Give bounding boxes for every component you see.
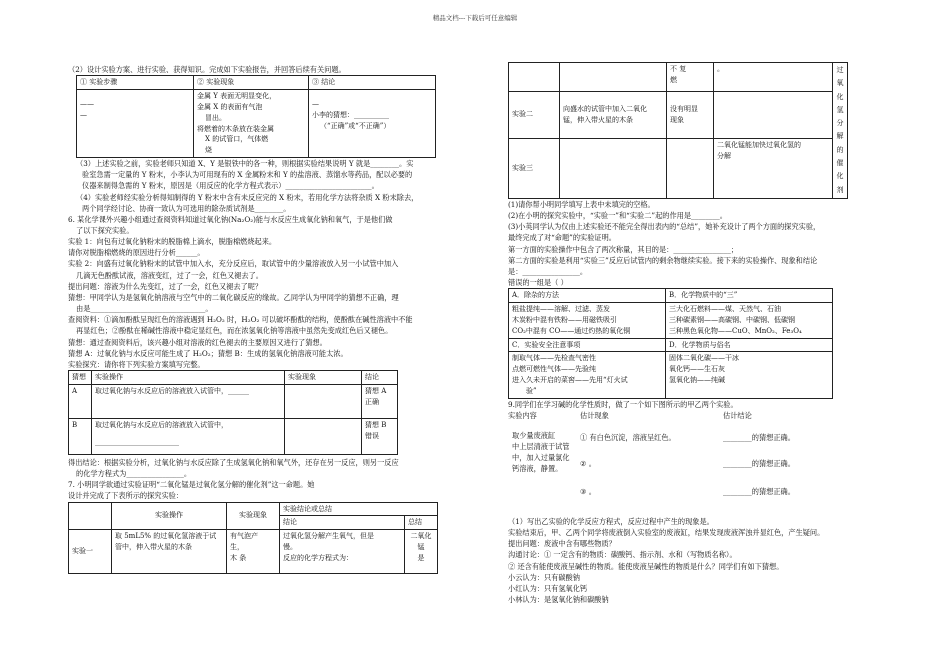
right-column — [508, 62, 868, 605]
raise-question: 提出问题：溶液为什么先变红，过了一会，红色又褪去了呢？ — [68, 281, 263, 291]
hypothesis-a-label: A — [69, 384, 92, 418]
summary-vertical-text: 过氧化氢分解的催化剂 — [833, 63, 848, 199]
question-2-intro: （2）设计实验方案、进行实验、获得知识。完成如下实验报告，并回答后续有关问题。 — [68, 65, 346, 74]
part-b-3: 提出问题：废液中含有哪些物质？ — [508, 539, 616, 549]
steps-cell: —— — — [77, 90, 194, 158]
experiment-1-analysis: 请你对脱脂棉燃烧的原因进行分析______。 — [68, 248, 205, 258]
reference-line2: 再显红色；②酚酞在稀碱性溶液中稳定显红色，而在浓氢氧化钠等溶液中虽然先变成红色后又褪色。 — [76, 326, 393, 336]
guess-xiaoyun: 小云认为：只有碳酸钠 — [508, 572, 580, 582]
col-header-steps: ① 实验步骤 — [77, 76, 194, 90]
q2-part4-line2: 两个同学经讨论、协商一致认为可选用的除杂质试剂是________。 — [82, 203, 291, 213]
answer-5-line1: 第二方面的实验是利用“实验三”反应后试管内的剩余物继续实验。接下来的实验操作、现象和结论 — [508, 255, 818, 265]
experiment-1: 实验 1：向包有过氧化钠粉末的脱脂棉上滴水，脱脂棉燃烧起来。 — [68, 237, 277, 247]
hypothesis-b-operation: 取过氧化钠与水反应后的溶液放入试管中， ________________________ — [92, 418, 285, 454]
experiment-three-conclusion: 二氧化锰能加快过氧化氢的 分解 — [714, 138, 833, 198]
verify-intro: 实验探究：请你将下列实验方案填写完整。 — [68, 359, 205, 369]
choice-table — [508, 288, 833, 399]
guess-xiaohong: 小红认为：只有氢氧化钙 — [508, 583, 588, 593]
experiment-one-operation: 取 5mL5% 的过氧化氢溶液于试管中，伸入带火星的木条 — [112, 530, 227, 574]
option-b-header: B．化学物质中的“三” — [666, 289, 833, 303]
answer-1: (1)请你帮小明同学填写上表中未填完的空格。 — [508, 199, 655, 209]
experiment-one-label: 实验一 — [69, 530, 112, 574]
catalyst-table-continued: 不 复 燃 。 过氧化氢分解的催化剂 实验二 向盛水的试管中加入二氧化 锰，伸入带火星的木条 没有明显 现象 实验三 二氧化锰能加快过氧化氢的 分解 — [508, 62, 848, 199]
reference-line1: 查阅资料：①滴加酚酞呈现红色的溶液遇到 H₂O₂ 时，H₂O₂ 可以破坏酚酞的结构，使酚酞在碱性溶液中不能 — [68, 315, 413, 325]
experiment-one-phenomenon-cont: 不 复 燃 — [667, 63, 714, 92]
experiment-2-line2: 几滴无色酚酞试液，溶液变红，过了一会，红色又褪去了。 — [76, 270, 263, 280]
answer-3-line2: 最终完成了对“命题”的实验证明。 — [508, 233, 616, 243]
hypothesis-2: 猜想：通过查阅资料后，该兴趣小组对溶液的红色褪去的主要原因又进行了猜想。 — [68, 337, 327, 347]
q2-part3-line3: 仪器来制得急需的 Y 粉末，原因是（用反应的化学方程式表示）________________________。 — [82, 181, 379, 191]
experiment-three-label: 实验三 — [509, 138, 560, 198]
experiment-2-line1: 实验 2：向盛有过氧化钠粉末的试管中加入水，充分反应后，取试管中的少量溶液放入另一小试管中加入 — [68, 259, 399, 269]
answer-5-line2: 是：________________。 — [508, 266, 588, 276]
experiment-two-operation: 向盛水的试管中加入二氧化 锰，伸入带火星的木条 — [560, 91, 667, 138]
conclusion-line1: 得出结论：根据实验分析，过氧化钠与水反应除了生成氢氧化钠和氧气外，还存在另一反应，则另一反应 — [68, 457, 399, 467]
left-column — [68, 64, 463, 574]
hypothesis-a-phenomenon — [285, 384, 362, 418]
page-header: 精品文档---下载后可任意编辑 — [432, 14, 518, 22]
answer-2: (2)在小明的探究实验中，“实验一”和“实验二”起的作用是________。 — [508, 211, 727, 221]
option-d-header: D．化学物质与俗名 — [666, 338, 833, 352]
conclusion-3: ________的猜想正确。 — [723, 486, 795, 496]
hypothesis-b-conclusion: 猜想 B 错误 — [362, 418, 398, 454]
q2-part3-line2: 验室急需一定量的 Y 粉末，小李认为可用现有的 X 金属粉末和 Y 的盐溶液、蒸馏水等药品，配以必要的 — [82, 170, 413, 180]
question-8-stem: 错误的一组是（ ） — [508, 278, 568, 288]
experiment-report-table — [76, 75, 436, 158]
option-a-header: A．除杂的方法 — [509, 289, 666, 303]
prediction-1: ① 有白色沉淀，溶液呈红色。 — [580, 432, 676, 442]
question-7-line2: 设计并完成了下表所示的探究实验： — [68, 491, 184, 501]
q2-part3-line1: （3）上述实验之前，实验老师只知道 X、Y 是银铁中的各一种，则根据实验结果说明 Y 就是________。实 — [76, 159, 414, 169]
experiment-two-phenomenon: 没有明显 现象 — [667, 91, 714, 138]
question-6-line2: 了以下探究实验。 — [76, 226, 134, 235]
part-b-4: 沟通讨论：① 一定含有的物质：碳酸钙、指示剂、水和（写物质名称）。 — [508, 550, 737, 560]
question-6-line1: 6. 某化学课外兴趣小组通过查阅资料知道过氧化钠(Na₂O₂)能与水反应生成氧化钠和氧气，于是他们做 — [68, 214, 393, 224]
guess-xiaolin: 小林认为：是氢氧化钠和碳酸钠 — [508, 595, 609, 605]
hypothesis-line2: 由是________________________________。 — [76, 304, 213, 314]
option-b-content: 三大化石燃料——煤、天然气、石油 三种碳素钢——高碳钢、中碳钢、低碳钢 三种黑色氧化物——CuO、MnO₂、Fe₃O₄ — [666, 303, 833, 339]
prediction-3: ③ 。 — [580, 486, 596, 496]
option-c-content: 制取气体——先检查气密性 点燃可燃性气体——先验纯 进入久未开启的菜窖——先用“灯火试 验” — [509, 352, 666, 398]
experiment-one-summary: 二氧化 锰 是 — [405, 530, 438, 574]
question-7-line1: 7. 小明同学欲通过实验证明“二氧化锰是过氧化氢分解的催化剂”这一命题。她 — [68, 480, 315, 490]
hypothesis-a-conclusion: 猜想 A 正确 — [362, 384, 398, 418]
prediction-2: ② 。 — [580, 458, 596, 468]
hypothesis-line1: 猜想：甲同学认为是氢氧化钠溶液与空气中的二氧化碳反应的缘故。乙同学认为甲同学的猜想不正确，理 — [68, 292, 399, 302]
answer-4: 第一方面的实验操作中包含了两次称量，其目的是：________________； — [508, 244, 739, 254]
experiment-one-phenomenon: 有气泡产 生， 木 条 — [227, 530, 280, 574]
phenomena-cell: 金属 Y 表面无明显变化， 金属 X 的表面有气泡 冒出。 将燃着的木条放在装金属 X 的试管口，气体燃 烧 — [194, 90, 309, 158]
option-c-header: C．实验安全注意事项 — [509, 338, 666, 352]
part-b-1: （1）写出乙实验的化学反应方程式，反应过程中产生的现象是。 — [508, 516, 714, 526]
col-header-conclusion: ③ 结论 — [309, 76, 436, 90]
part-b-5: ② 还含有能使废液呈碱性的物质。能使废液呈碱性的物质是什么？同学们有如下猜想。 — [508, 561, 784, 571]
hypothesis-table: 猜想 实验操作 实验现象 结论 A 取过氧化钠与水反应后的溶液放入试管中，______ 猜想 A 正确 B 取过氧化钠与水反应后的溶液放入试管中， ________________________ 猜想 B 错误 — [68, 370, 398, 455]
catalyst-table: 实验操作 实验现象 实验结论或总结 结论 总结 实验一 取 5mL5% 的过氧化氢溶液于试管中，伸入带火星的木条 有气泡产 生， 木 条 过氧化氢分解产生氧气，但是 慢。 反应的化学方程式为： 二氧化 锰 是 — [68, 502, 438, 575]
q2-part4-line1: （4）实验老师经实验分析得知制得的 Y 粉末中含有未反应完的 X 粉末，若用化学方法将杂质 X 粉末除去， — [76, 192, 419, 202]
procedure-text: 取少量废液缸 中上层清液于试管 中，加入过量氯化 钙溶液，静置。 — [512, 430, 570, 474]
answer-3-line1: (3)小英同学认为仅由上述实验还不能完全得出表内的“总结”，她补充设计了两个方面的探究实验， — [508, 222, 821, 232]
conclusion-1: ________的猜想正确。 — [723, 432, 795, 442]
part-b-2: 实验结束后，甲、乙两个同学将废液倒入实验室的废液缸，结果发现废液浑浊并显红色，产生疑问。 — [508, 528, 825, 538]
experiment-prediction-table: 实验内容 估计现象 估计结论 取少量废液缸 中上层清液于试管 中，加入过量氯化 钙溶液，静置。 ① 有白色沉淀，溶液呈红色。 ________的猜想正确。 ② 。 ________的猜想正确。 ③ 。 ________的猜想正确。 — [508, 410, 795, 496]
conclusion-2: ________的猜想正确。 — [723, 458, 795, 468]
hypothesis-b-phenomenon — [285, 418, 362, 454]
option-a-content: 粗盐提纯——溶解、过滤、蒸发 木炭粉中混有铁粉——用磁铁吸引 CO₂中混有 CO——通过灼热的氧化铜 — [509, 303, 666, 339]
hypothesis-a-operation: 取过氧化钠与水反应后的溶液放入试管中，______ — [92, 384, 285, 418]
question-9-stem: 9.同学们在学习碱的化学性质时，做了一个如下图所示的甲乙两个实验。 — [508, 399, 738, 409]
hypothesis-3: 猜想 A：过氧化钠与水反应可能生成了 H₂O₂；猜想 B：生成的氢氧化钠溶液可能太浓。 — [68, 348, 348, 358]
experiment-two-label: 实验二 — [509, 91, 560, 138]
option-d-content: 固体二氧化碳——干冰 氧化钙——生石灰 氢氧化钠——纯碱 — [666, 352, 833, 398]
hypothesis-b-label: B — [69, 418, 92, 454]
conclusion-line2: 的化学方程式为________________。 — [76, 469, 192, 479]
col-header-phenomena: ② 实验现象 — [194, 76, 309, 90]
conclusion-cell: — 小李的猜想：__________ （“正确”或“不正确”） — [309, 90, 436, 158]
experiment-one-conclusion: 过氧化氢分解产生氧气，但是 慢。 反应的化学方程式为： — [280, 530, 405, 574]
